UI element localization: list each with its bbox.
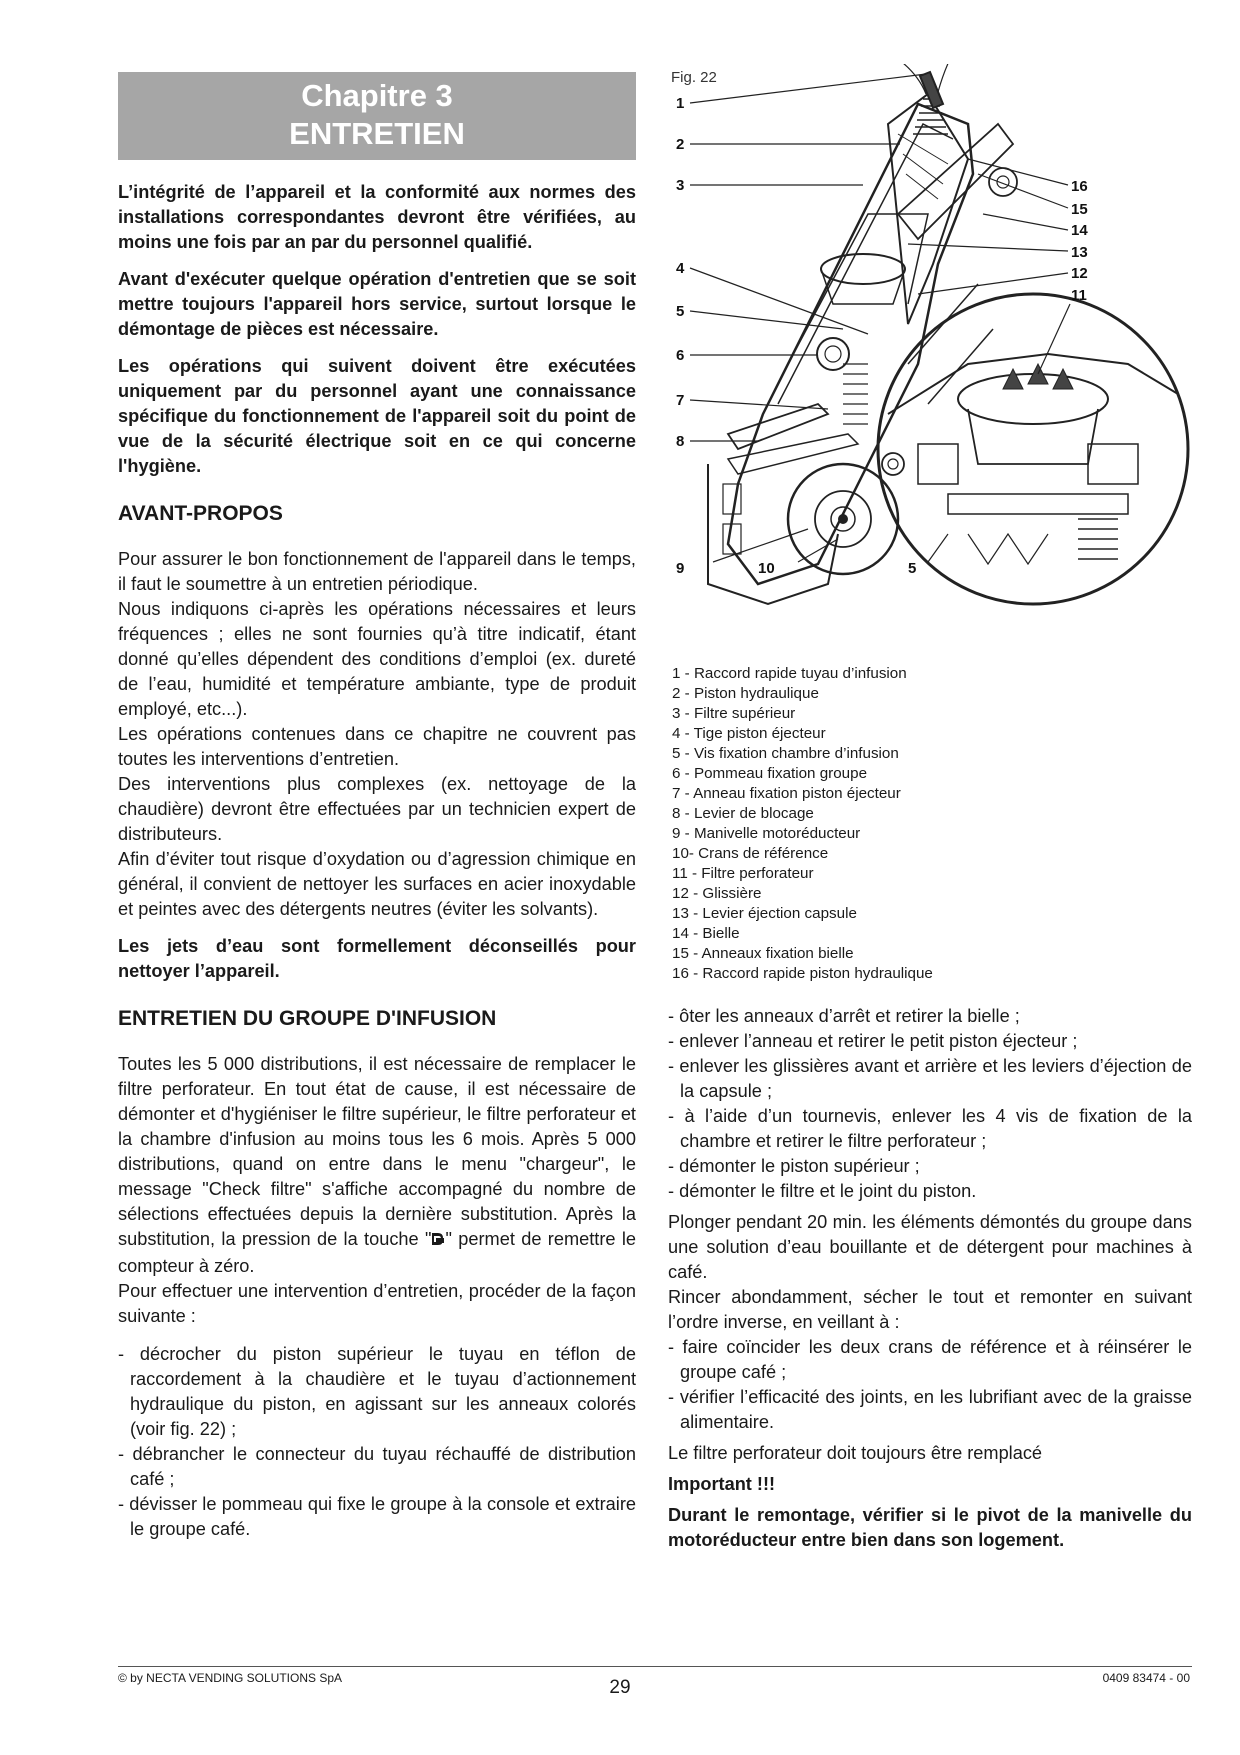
footer-divider <box>118 1666 1192 1667</box>
section-title-entretien-groupe: ENTRETIEN DU GROUPE D'INFUSION <box>118 1007 497 1030</box>
left-column <box>118 72 636 1542</box>
avant-propos-paragraph-2: Nous indiquons ci-après les opérations nécessaires et leurs fréquences ; elles ne sont fournies qu’à titre indicatif, étant donné qu’elles dépendent des conditions d’emploi (ex. dureté de l’eau, humidité et température ambiante, type de produit employé, etc...). <box>118 599 636 719</box>
callout-6: 6 <box>676 347 685 364</box>
right-column <box>668 1004 1192 1553</box>
callout-5: 5 <box>676 303 685 320</box>
page-number: 29 <box>609 1677 631 1698</box>
step-left-2: - débrancher le connecteur du tuyau réchauffé de distribution café ; <box>118 1444 636 1489</box>
footer-copyright: © by NECTA VENDING SOLUTIONS SpA <box>118 1671 343 1685</box>
step-left-1: - décrocher du piston supérieur le tuyau en téflon de raccordement à la chaudière et le tuyau d’actionnement hydraulique du piston, en agissant sur les anneaux colorés (voir fig. 22) ; <box>118 1344 636 1439</box>
legend-item: 1 - Raccord rapide tuyau d’infusion <box>672 665 907 682</box>
plonger-paragraph: Plonger pendant 20 min. les éléments démontés du groupe dans une solution d’eau bouillante et de détergent pour machines à café. <box>668 1212 1192 1282</box>
legend-item: 11 - Filtre perforateur <box>672 865 814 882</box>
callout-11: 11 <box>1071 287 1087 304</box>
filtre-paragraph: Le filtre perforateur doit toujours être remplacé <box>668 1443 1043 1463</box>
intro-paragraph-3: Les opérations qui suivent doivent être exécutées uniquement par du personnel ayant une connaissance spécifique du fonctionnement de l'appareil soit du point de vue de la sécurité électrique soit en ce qui concerne l'hygiène. <box>118 356 636 476</box>
legend-item: 12 - Glissière <box>672 885 762 902</box>
legend-item: 14 - Bielle <box>672 925 740 942</box>
avant-propos-paragraph-3: Les opérations contenues dans ce chapitre ne couvrent pas toutes les interventions d’entretien. <box>118 724 636 769</box>
chapter-title: ENTRETIEN <box>289 116 465 151</box>
final-warning: Durant le remontage, vérifier si le pivot de la manivelle du motoréducteur entre bien dans son logement. <box>668 1505 1192 1550</box>
intro-paragraph-2: Avant d'exécuter quelque opération d'entretien que se soit mettre toujours l'appareil hors service, surtout lorsque le démontage de pièces est nécessaire. <box>118 269 636 339</box>
figure-legend <box>672 664 1192 984</box>
avant-propos-paragraph-1: Pour assurer le bon fonctionnement de l'appareil dans le temps, il faut le soumettre à un entretien périodique. <box>118 549 636 594</box>
callout-9: 9 <box>676 560 685 577</box>
callout-7: 7 <box>676 392 685 409</box>
legend-item: 6 - Pommeau fixation groupe <box>672 765 868 782</box>
legend-item: 9 - Manivelle motoréducteur <box>672 825 861 842</box>
infusion-group-figure <box>668 64 1208 664</box>
step-right-2: - enlever l’anneau et retirer le petit piston éjecteur ; <box>668 1031 1078 1051</box>
chapter-header <box>118 72 636 160</box>
callout-3: 3 <box>676 177 685 194</box>
figure-caption: Fig. 22 <box>671 69 717 86</box>
step-right-3: - enlever les glissières avant et arrière et les leviers d’éjection de la capsule ; <box>668 1056 1192 1101</box>
step-right-6: - démonter le filtre et le joint du piston. <box>668 1181 977 1201</box>
callout-4: 4 <box>676 260 685 277</box>
entretien-groupe-paragraph-2: Pour effectuer une intervention d’entretien, procéder de la façon suivante : <box>118 1281 636 1326</box>
document-code: 0409 83474 - 00 <box>1102 1671 1190 1685</box>
rincer-paragraph: Rincer abondamment, sécher le tout et remonter en suivant l’ordre inverse, en veillant à : <box>668 1287 1192 1332</box>
callout-16: 16 <box>1071 178 1088 195</box>
avant-propos-paragraph-5: Afin d’éviter tout risque d’oxydation ou d’agression chimique en général, il convient de nettoyer les surfaces en acier inoxydable et peintes avec des détergents neutres (éviter les solvants). <box>118 849 636 919</box>
callout-15: 15 <box>1071 201 1088 218</box>
water-jet-warning: Les jets d’eau sont formellement déconseillés pour nettoyer l’appareil. <box>118 936 636 981</box>
step-left-3: - dévisser le pommeau qui fixe le groupe à la console et extraire le groupe café. <box>118 1494 636 1539</box>
intro-paragraph-1: L’intégrité de l’appareil et la conformité aux normes des installations correspondantes devront être vérifiées, au moins une fois par an par du personnel qualifié. <box>118 182 636 252</box>
step-right-5: - démonter le piston supérieur ; <box>668 1156 920 1176</box>
legend-item: 2 - Piston hydraulique <box>672 685 819 702</box>
legend-item: 3 - Filtre supérieur <box>672 705 796 722</box>
legend-item: 4 - Tige piston éjecteur <box>672 725 826 742</box>
step-right-4: - à l’aide d’un tournevis, enlever les 4 vis de fixation de la chambre et retirer le filtre perforateur ; <box>668 1106 1192 1151</box>
entretien-groupe-paragraph-1: Toutes les 5 000 distributions, il est nécessaire de remplacer le filtre perforateur. En tout état de cause, il est nécessaire de démonter et d'hygiéniser le filtre supérieur, le filtre perforateur et la chambre d'infusion au moins tous les 6 mois. Après 5 000 distributions, quand on entre dans le menu "chargeur", le message "Check filtre" s'affiche accompagné du nombre de sélections effectuées depuis la dernière substitution. Après la substitution, la pression de la touche " " permet de remettre le compteur à zéro. <box>118 1054 636 1276</box>
legend-item: 7 - Anneau fixation piston éjecteur <box>672 785 901 802</box>
remontage-step-2: - vérifier l’efficacité des joints, en les lubrifiant avec de la graisse alimentaire. <box>668 1387 1192 1432</box>
section-title-avant-propos: AVANT-PROPOS <box>118 502 283 525</box>
important-label: Important !!! <box>668 1474 776 1494</box>
legend-item: 13 - Levier éjection capsule <box>672 905 857 922</box>
reset-key-icon <box>431 1229 445 1254</box>
callout-2: 2 <box>676 136 685 153</box>
remontage-step-1: - faire coïncider les deux crans de référence et à réinsérer le groupe café ; <box>668 1337 1192 1382</box>
chapter-number: Chapitre 3 <box>301 78 453 113</box>
callout-14: 14 <box>1071 222 1088 239</box>
legend-item: 8 - Levier de blocage <box>672 805 814 822</box>
step-right-1: - ôter les anneaux d’arrêt et retirer la bielle ; <box>668 1006 1020 1026</box>
callout-10: 10 <box>758 560 775 577</box>
legend-item: 16 - Raccord rapide piston hydraulique <box>672 965 933 982</box>
legend-item: 10- Crans de référence <box>672 845 829 862</box>
callout-8: 8 <box>676 433 685 450</box>
callout-5-bottom: 5 <box>908 560 917 577</box>
avant-propos-paragraph-4: Des interventions plus complexes (ex. nettoyage de la chaudière) devront être effectuées par un technicien expert de distributeurs. <box>118 774 636 844</box>
callout-13: 13 <box>1071 244 1088 261</box>
callout-12: 12 <box>1071 265 1088 282</box>
legend-item: 5 - Vis fixation chambre d’infusion <box>672 745 899 762</box>
callout-1: 1 <box>676 95 685 112</box>
legend-item: 15 - Anneaux fixation bielle <box>672 945 854 962</box>
